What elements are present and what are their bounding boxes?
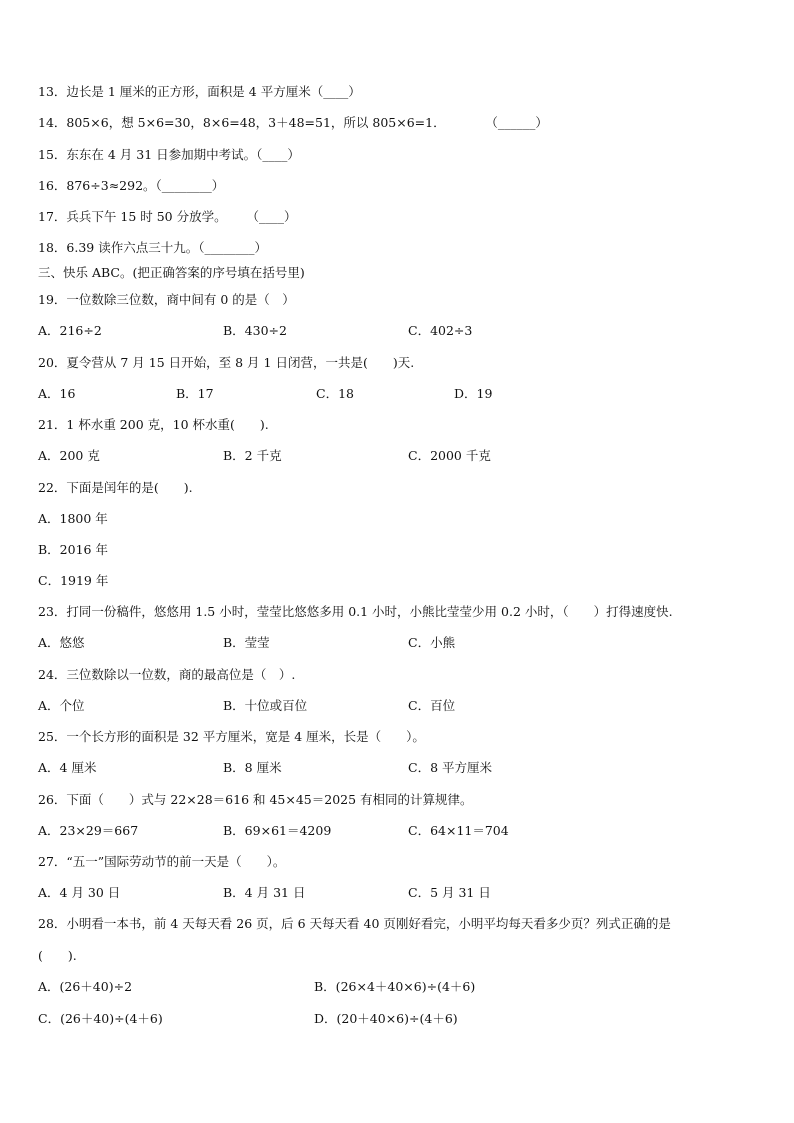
question-25-options xyxy=(38,760,758,776)
question-24-options xyxy=(38,698,758,714)
section-heading: 三、快乐 ABC。(把正确答案的序号填在括号里) xyxy=(38,265,305,280)
question-18: 18．6.39 读作六点三十九。（________） xyxy=(38,240,267,255)
question-20-stem: 20．夏令营从 7 月 15 日开始，至 8 月 1 日闭营，一共是( )天. xyxy=(38,355,415,370)
option-a: A．200 克 xyxy=(38,448,100,463)
option-c: C．402÷3 xyxy=(408,323,473,338)
question-28-stem-continued: ( ). xyxy=(38,948,77,963)
question-19-stem: 19．一位数除三位数，商中间有 0 的是（ ） xyxy=(38,292,295,307)
option-b: B．8 厘米 xyxy=(223,760,282,775)
question-14: 14．805×6，想 5×6=30，8×6=48，3＋48=51，所以 805×6=1． （______） xyxy=(38,115,548,130)
option-a: A．(26＋40)÷2 xyxy=(38,979,133,994)
option-b: B．4 月 31 日 xyxy=(223,885,306,900)
question-26-options xyxy=(38,823,758,839)
option-b: B．莹莹 xyxy=(223,635,270,650)
option-c: C．18 xyxy=(316,386,354,401)
option-b: B．430÷2 xyxy=(223,323,287,338)
question-23-stem: 23．打同一份稿件，悠悠用 1.5 小时，莹莹比悠悠多用 0.1 小时，小熊比莹莹少用 0.2 小时，（ ）打得速度快. xyxy=(38,604,673,619)
option-c: C．(26＋40)÷(4＋6) xyxy=(38,1011,163,1026)
question-21-options xyxy=(38,448,758,464)
option-c: C．2000 千克 xyxy=(408,448,491,463)
question-19-options xyxy=(38,323,758,339)
question-22-option-b: B．2016 年 xyxy=(38,542,108,557)
question-28-stem: 28．小明看一本书，前 4 天每天看 26 页，后 6 天每天看 40 页刚好看完，小明平均每天看多少页？列式正确的是 xyxy=(38,916,671,931)
question-25-stem: 25．一个长方形的面积是 32 平方厘米，宽是 4 厘米，长是（ ）。 xyxy=(38,729,425,744)
question-22-stem: 22．下面是闰年的是( ). xyxy=(38,480,193,495)
option-a: A．16 xyxy=(38,386,76,401)
question-26-stem: 26．下面（ ）式与 22×28＝616 和 45×45＝2025 有相同的计算规律。 xyxy=(38,792,473,807)
question-27-options xyxy=(38,885,758,901)
question-21-stem: 21．1 杯水重 200 克，10 杯水重( ). xyxy=(38,417,269,432)
question-15: 15．东东在 4 月 31 日参加期中考试。（____） xyxy=(38,147,300,162)
question-22-option-c: C．1919 年 xyxy=(38,573,109,588)
option-a: A．4 月 30 日 xyxy=(38,885,121,900)
option-b: B．十位或百位 xyxy=(223,698,308,713)
option-c: C．百位 xyxy=(408,698,456,713)
option-b: B．17 xyxy=(176,386,214,401)
option-c: C．5 月 31 日 xyxy=(408,885,491,900)
question-23-options xyxy=(38,635,758,651)
option-b: B．69×61＝4209 xyxy=(223,823,332,838)
option-a: A．216÷2 xyxy=(38,323,102,338)
option-c: C．64×11＝704 xyxy=(408,823,509,838)
option-c: C．小熊 xyxy=(408,635,456,650)
option-d: D．(20＋40×6)÷(4＋6) xyxy=(314,1011,458,1026)
question-24-stem: 24．三位数除以一位数，商的最高位是（ ）. xyxy=(38,667,296,682)
question-20-options xyxy=(38,386,758,402)
option-a: A．个位 xyxy=(38,698,85,713)
question-13: 13．边长是 1 厘米的正方形，面积是 4 平方厘米（____） xyxy=(38,84,361,99)
question-16: 16．876÷3≈292。（________） xyxy=(38,178,225,193)
option-b: B．(26×4＋40×6)÷(4＋6) xyxy=(314,979,476,994)
option-a: A．悠悠 xyxy=(38,635,85,650)
option-b: B．2 千克 xyxy=(223,448,282,463)
question-27-stem: 27．“五一”国际劳动节的前一天是（ ）。 xyxy=(38,854,286,869)
option-d: D．19 xyxy=(454,386,493,401)
question-22-option-a: A．1800 年 xyxy=(38,511,108,526)
question-28-options-row2 xyxy=(38,1011,758,1027)
option-a: A．4 厘米 xyxy=(38,760,97,775)
question-28-options-row1 xyxy=(38,979,758,995)
option-c: C．8 平方厘米 xyxy=(408,760,492,775)
option-a: A．23×29＝667 xyxy=(38,823,139,838)
question-17: 17．兵兵下午 15 时 50 分放学。 （____） xyxy=(38,209,297,224)
